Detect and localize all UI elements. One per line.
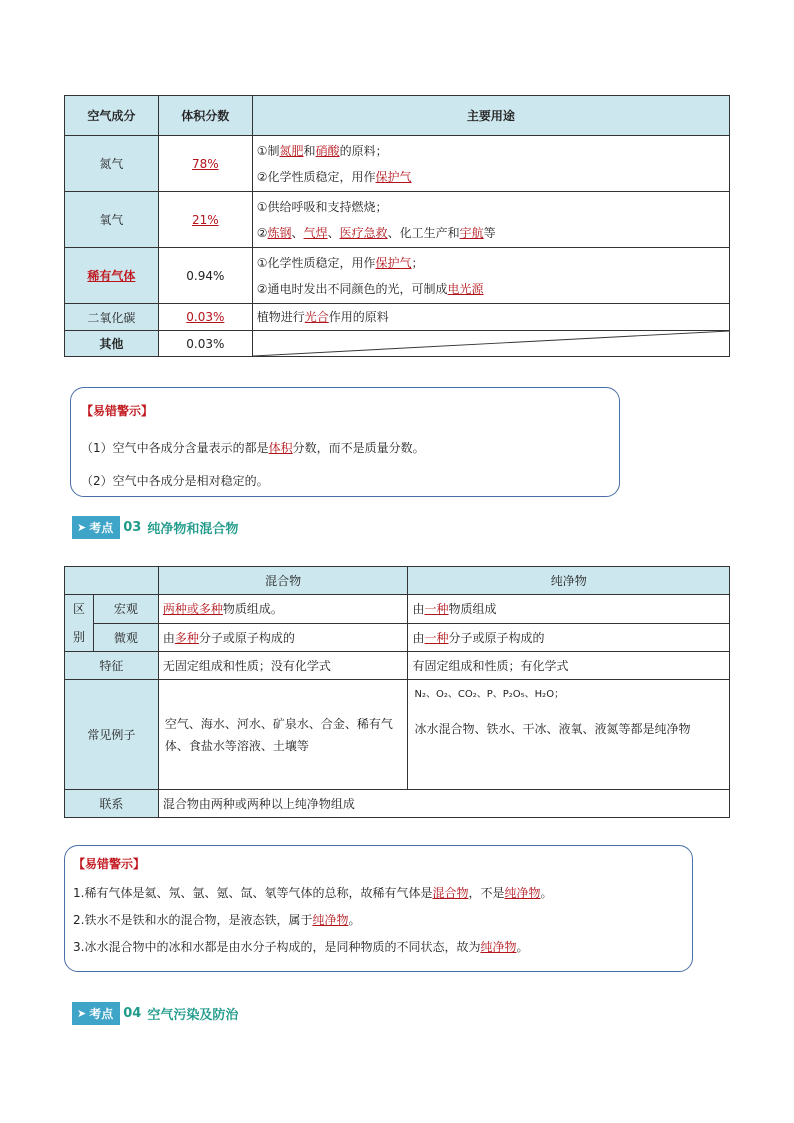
difference-label: 区 别 <box>65 595 94 652</box>
text-segment: 等 <box>483 225 496 240</box>
air-composition-table <box>64 95 730 357</box>
text-segment: （2）空气中各成分是相对稳定的。 <box>81 474 269 488</box>
header-uses: 主要用途 <box>252 96 729 136</box>
warning-line <box>73 938 528 955</box>
row-name: 氧气 <box>65 192 159 248</box>
text-segment: 、化工生产和 <box>387 225 460 240</box>
macro-label: 宏观 <box>93 595 158 624</box>
row-pct: 0.03% <box>186 310 225 324</box>
underlined-term: 宇航 <box>459 225 484 240</box>
pure-examples: 冰水混合物、铁水、干冰、液氧、液氮等都是纯净物 <box>414 722 691 736</box>
underlined-term: 电光源 <box>447 281 484 296</box>
underlined-term: 保护气 <box>375 255 412 270</box>
row-uses <box>252 304 729 331</box>
header-volume: 体积分数 <box>158 96 252 136</box>
underlined-term: 纯净物 <box>480 940 517 954</box>
corner-cell <box>65 567 159 595</box>
underlined-term: 氮肥 <box>279 143 304 158</box>
text-segment: ② <box>256 225 268 240</box>
underlined-term: 医疗急救 <box>339 225 388 240</box>
warning-title: 【易错警示】 <box>73 857 146 871</box>
section-tag: ➤ 考点 <box>72 1002 120 1025</box>
warning-box-2 <box>64 845 693 972</box>
section-number: 03 <box>123 520 142 535</box>
underlined-term: 纯净物 <box>504 886 541 900</box>
row-name: 氮气 <box>65 136 159 192</box>
text-segment: ①化学性质稳定，用作 <box>256 255 376 270</box>
text-segment: 的原料； <box>339 143 388 158</box>
text-segment: 和 <box>303 143 316 158</box>
warning-title: 【易错警示】 <box>81 404 154 418</box>
underlined-term: 混合物 <box>432 886 469 900</box>
example-label: 常见例子 <box>65 680 159 790</box>
row-name: 其他 <box>65 331 159 357</box>
use-line <box>257 220 725 246</box>
text-segment: 3.冰水混合物中的冰和水都是由水分子构成的，是同种物质的不同状态，故为 <box>73 940 481 954</box>
text-segment: ②化学性质稳定，用作 <box>256 169 376 184</box>
example-pure <box>408 680 730 790</box>
header-component: 空气成分 <box>65 96 159 136</box>
warning-line <box>73 884 553 901</box>
underlined-term: 硝酸 <box>315 143 340 158</box>
section-title: 纯净物和混合物 <box>147 522 239 537</box>
use-line <box>257 138 725 164</box>
underlined-term: 炼钢 <box>267 225 292 240</box>
text-segment: 、 <box>291 225 304 240</box>
row-pct: 21% <box>191 212 219 227</box>
relation-text: 混合物由两种或两种以上纯净物组成 <box>158 790 729 818</box>
formula-list: N₂、O₂、CO₂、P、P₂O₅、H₂O； <box>414 689 565 700</box>
use-line <box>257 164 725 190</box>
header-pure: 纯净物 <box>408 567 730 595</box>
text-segment: 。 <box>348 913 361 927</box>
text-segment: 。 <box>516 940 529 954</box>
text-segment: ②通电时发出不同颜色的光，可制成 <box>256 281 448 296</box>
feature-pure: 有固定组成和性质；有化学式 <box>408 652 730 680</box>
row-pct: 78% <box>191 156 219 171</box>
mixture-pure-table <box>64 566 730 818</box>
macro-pure <box>408 595 730 624</box>
underlined-term: 一种 <box>424 602 449 617</box>
feature-mixture: 无固定组成和性质；没有化学式 <box>158 652 408 680</box>
text-segment: 、 <box>327 225 340 240</box>
micro-pure <box>408 623 730 652</box>
row-name: 二氧化碳 <box>65 304 159 331</box>
text-segment: （1）空气中各成分含量表示的都是 <box>81 441 269 455</box>
text-segment: 植物进行 <box>256 310 305 324</box>
text-segment: 物质组成 <box>448 602 497 617</box>
text-segment: 由 <box>412 602 425 617</box>
section-number: 04 <box>123 1006 142 1021</box>
text-segment: 由 <box>412 630 425 645</box>
section-title: 空气污染及防治 <box>147 1008 239 1023</box>
underlined-term: 气焊 <box>303 225 328 240</box>
text-segment: 2.铁水不是铁和水的混合物，是液态铁，属于 <box>73 913 313 927</box>
text-segment: 由 <box>162 630 175 645</box>
text-segment: ①供给呼吸和支持燃烧； <box>256 199 388 214</box>
underlined-term: 两种或多种 <box>162 602 223 617</box>
warning-line <box>81 439 425 456</box>
arrow-icon: ➤ <box>77 1007 87 1020</box>
section-tag: ➤ 考点 <box>72 516 120 539</box>
macro-mixture <box>158 595 408 624</box>
underlined-term: 保护气 <box>375 169 412 184</box>
warning-line <box>73 911 360 928</box>
row-uses <box>252 248 729 304</box>
text-segment: 分子或原子构成的 <box>448 630 545 645</box>
underlined-term: 纯净物 <box>312 913 349 927</box>
feature-label: 特征 <box>65 652 159 680</box>
use-line <box>257 194 725 220</box>
text-segment: 1.稀有气体是氦、氖、氩、氪、氙、氡等气体的总称，故稀有气体是 <box>73 886 433 900</box>
header-mixture: 混合物 <box>158 567 408 595</box>
text-segment: 。 <box>540 886 553 900</box>
section-heading-03 <box>72 516 238 539</box>
text-segment: 分子或原子构成的 <box>198 630 295 645</box>
warning-box-1 <box>70 387 620 497</box>
row-pct: 0.94% <box>158 248 252 304</box>
text-segment: 分数，而不是质量分数。 <box>292 441 425 455</box>
text-segment: 物质组成。 <box>222 602 283 617</box>
use-line <box>257 304 725 330</box>
arrow-icon: ➤ <box>77 521 87 534</box>
relation-label: 联系 <box>65 790 159 818</box>
use-line <box>257 276 725 302</box>
text-segment: ①制 <box>256 143 280 158</box>
text-segment: ，不是 <box>468 886 505 900</box>
underlined-term: 多种 <box>174 630 199 645</box>
text-segment: 作用的原料 <box>328 310 389 324</box>
text-segment: ； <box>411 255 424 270</box>
warning-line <box>81 472 269 489</box>
row-uses <box>252 192 729 248</box>
underlined-term: 体积 <box>268 441 293 455</box>
row-pct: 0.03% <box>158 331 252 357</box>
underlined-term: 一种 <box>424 630 449 645</box>
example-mixture: 空气、海水、河水、矿泉水、合金、稀有气体、食盐水等溶液、土壤等 <box>158 680 408 790</box>
row-name: 稀有气体 <box>65 248 159 304</box>
use-line <box>257 250 725 276</box>
section-heading-04 <box>72 1002 238 1025</box>
empty-diagonal-cell <box>252 331 729 357</box>
underlined-term: 光合 <box>304 310 329 324</box>
micro-mixture <box>158 623 408 652</box>
row-uses <box>252 136 729 192</box>
micro-label: 微观 <box>93 623 158 652</box>
